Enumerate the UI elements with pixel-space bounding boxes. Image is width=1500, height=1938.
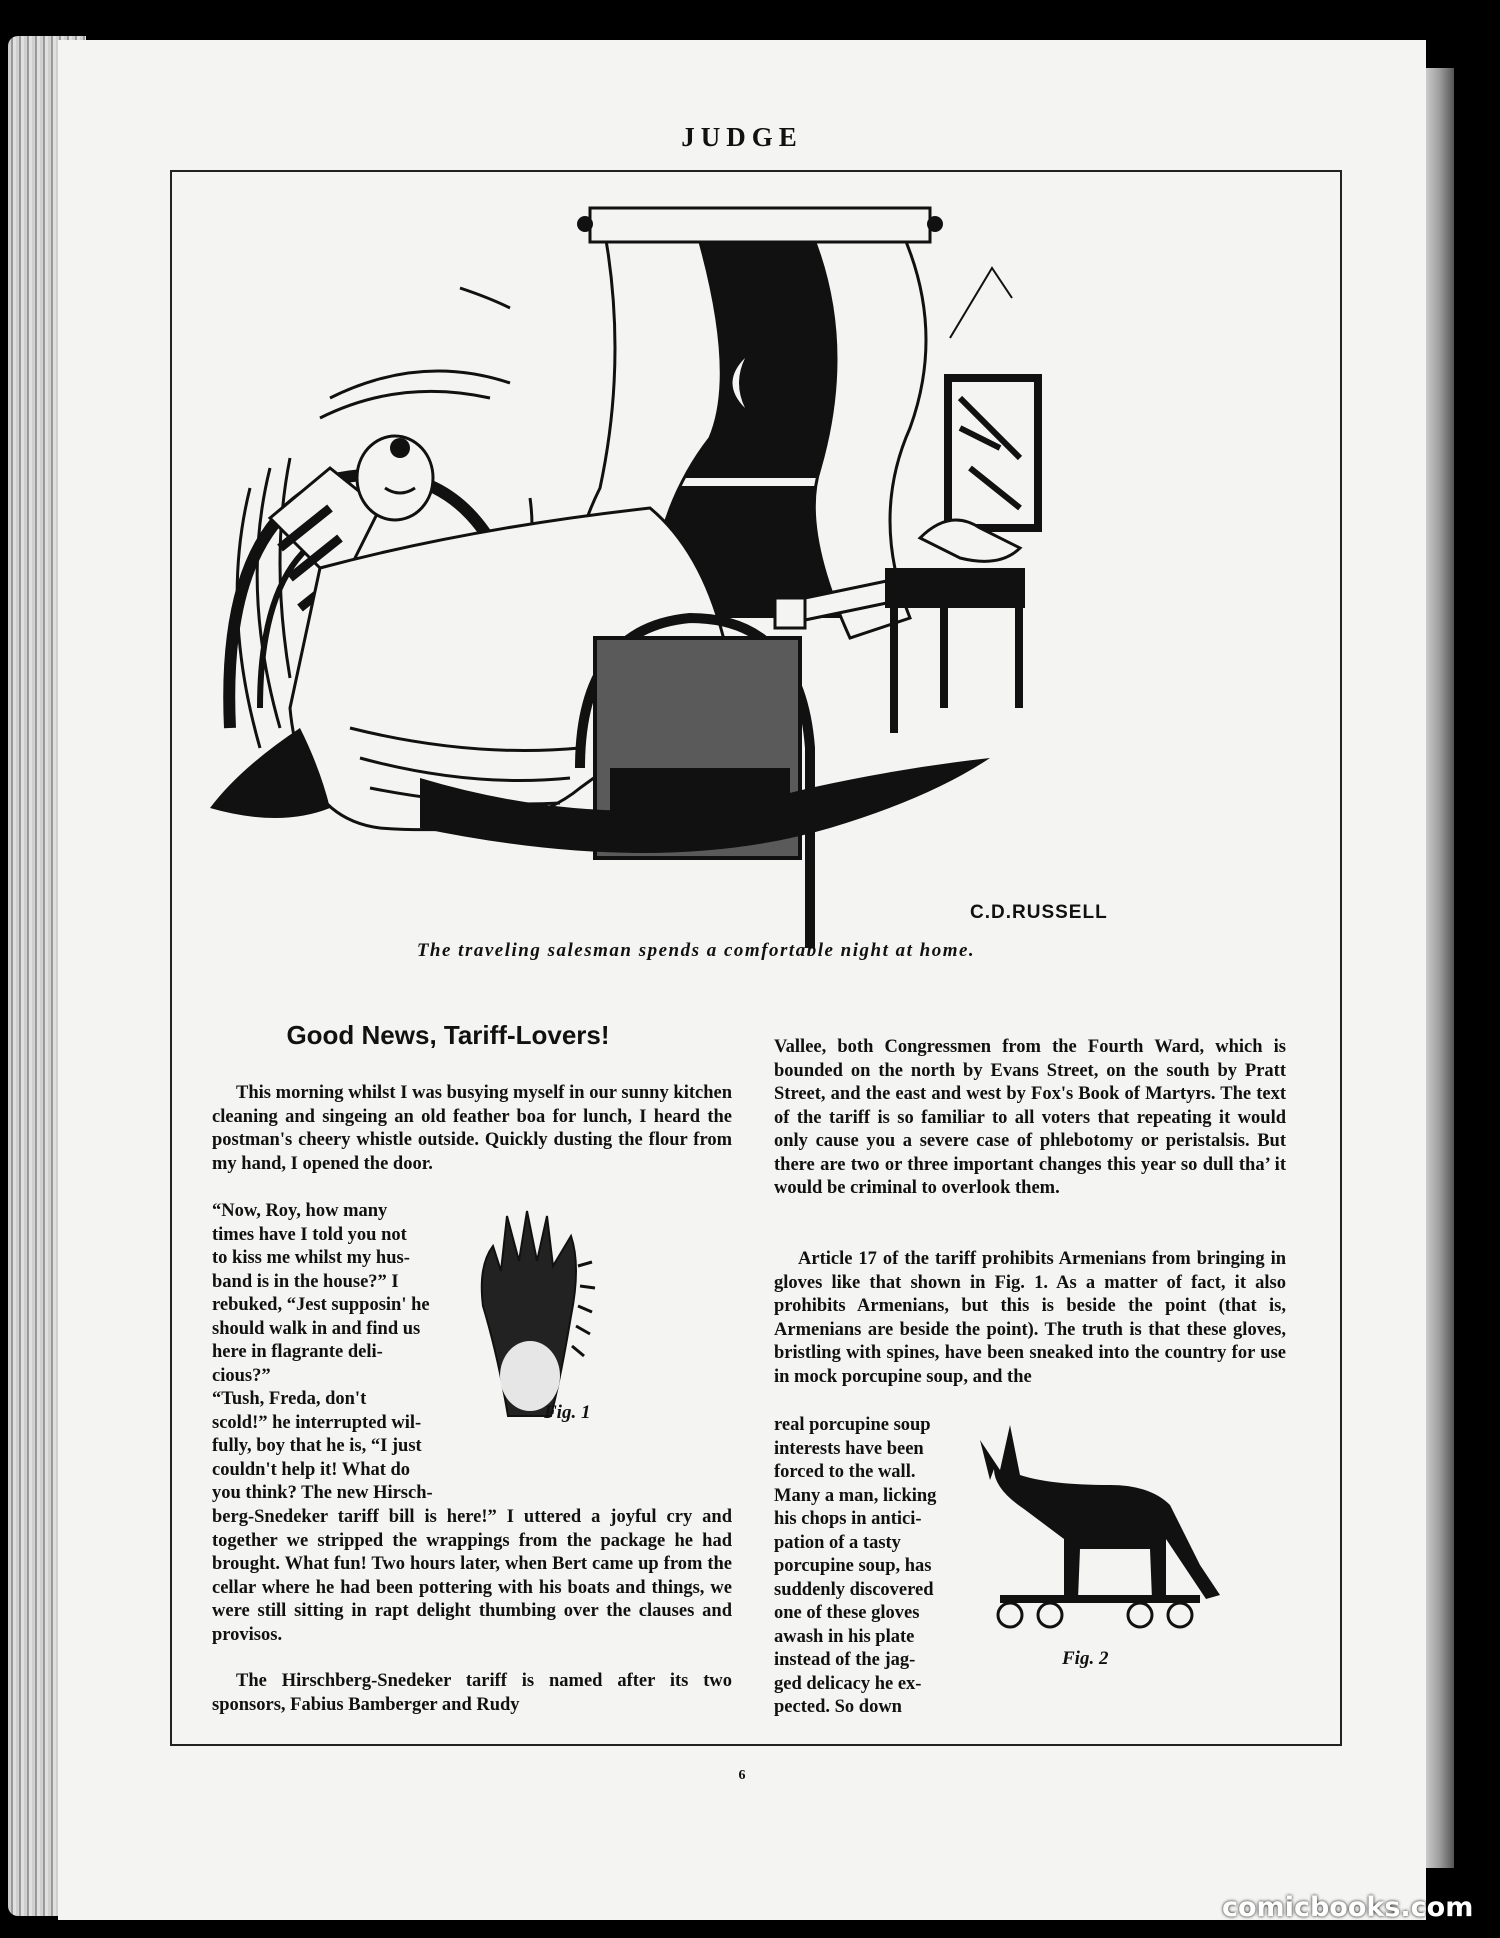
magazine-title: JUDGE [681,122,803,152]
right-narrow-line: suddenly discovered [774,1579,934,1600]
artist-signature: C.D.RUSSELL [970,902,1108,923]
left-last-paragraph: The Hirschberg-Snedeker tariff is named after its two sponsors, Fabius Bamberger and Rudy [212,1671,732,1715]
right-narrow-line: instead of the jag- [774,1650,916,1670]
left-narrow-line: you think? The new Hirsch- [212,1483,433,1503]
right-top-paragraph: Vallee, both Congressmen from the Fourth Ward, which is bounded on the north by Evans Street, on the south by Pratt Street, and the east and west by Fox's Book of Martyrs. The text of the tariff is so familiar to all voters that repeating it would only cause you a severe case of phlebotomy or peristalsis. But there are two or three important changes this year so dull tha’ it would be criminal to overlook them. [774,1037,1286,1198]
cartoon-illustration [200,168,1300,972]
right-narrow-line: pation of a tasty [774,1532,901,1553]
right-narrow-line: awash in his plate [774,1626,915,1647]
book-spine-edge [1422,68,1454,1868]
cartoon-caption: The traveling salesman spends a comfortable night at home. [416,940,976,961]
fig1-glove-illustration [468,1206,608,1426]
right-second-paragraph: Article 17 of the tariff prohibits Armenians from bringing in gloves like that shown in Fig. 1. As a matter of fact, it also prohibits Armenians, but this is beside the point (that is, Armenians are beside the point). The truth is that these gloves, bristling with spines, have been sneaked into the country for use in mock porcupine soup, and the [774,1249,1286,1387]
right-narrow-line: Many a man, licking [774,1485,937,1506]
right-narrow-line: ged delicacy he ex- [774,1673,922,1694]
left-narrow-line: scold!” he interrupted wil- [212,1412,422,1433]
fig1-caption: Fig. 1 [544,1402,591,1423]
article-headline: Good News, Tariff-Lovers! [286,1020,610,1050]
left-narrow-line: band is in the house?” I [212,1271,399,1292]
right-narrow-line: real porcupine soup [774,1415,931,1435]
right-narrow-line: pected. So down [774,1697,902,1717]
right-narrow-line: his chops in antici- [774,1509,922,1529]
right-narrow-line: forced to the wall. [774,1462,916,1482]
right-narrow-line: porcupine soup, has [774,1556,932,1576]
left-narrow-line: to kiss me whilst my hus- [212,1248,410,1268]
night-table [885,568,1025,733]
left-narrow-line: couldn't help it! What do [212,1459,411,1480]
left-narrow-line: “Tush, Freda, don't [212,1389,367,1409]
watermark-text: comicbooks.com [1222,1892,1474,1923]
left-narrow-line: times have I told you not [212,1224,407,1245]
right-narrow-line: interests have been [774,1438,924,1459]
left-bottom-paragraph: berg-Snedeker tariff bill is here!” I uttered a joyful cry and together we stripped the wrappings from the package he had brought. What fun! Two hours later, when Bert came up from the cellar where he had been pottering with his boats and things, we were still sitting in rapt delight thumbing over the clauses and provisos. [212,1507,732,1645]
left-intro-paragraph: This morning whilst I was busying myself in our sunny kitchen cleaning and singeing an old feather boa for lunch, I heard the postman's cheery whistle outside. Quickly dusting the flour from my hand, I opened the door. [212,1083,732,1174]
bed [229,436,1020,948]
wall-picture [948,268,1038,528]
fig2-donkey-toy-illustration [940,1410,1230,1640]
page-number: 6 [738,1768,746,1783]
left-narrow-text [212,1200,498,1506]
left-narrow-line: rebuked, “Jest supposin' he [212,1295,430,1315]
left-narrow-line: “Now, Roy, how many [212,1201,388,1221]
left-narrow-line: cious?” [212,1365,271,1386]
fig2-caption: Fig. 2 [1062,1648,1109,1669]
left-narrow-line: here in flagrante deli- [212,1342,383,1362]
left-narrow-line: fully, boy that he is, “I just [212,1436,422,1456]
right-narrow-line: one of these gloves [774,1603,920,1623]
left-narrow-line: should walk in and find us [212,1318,421,1339]
